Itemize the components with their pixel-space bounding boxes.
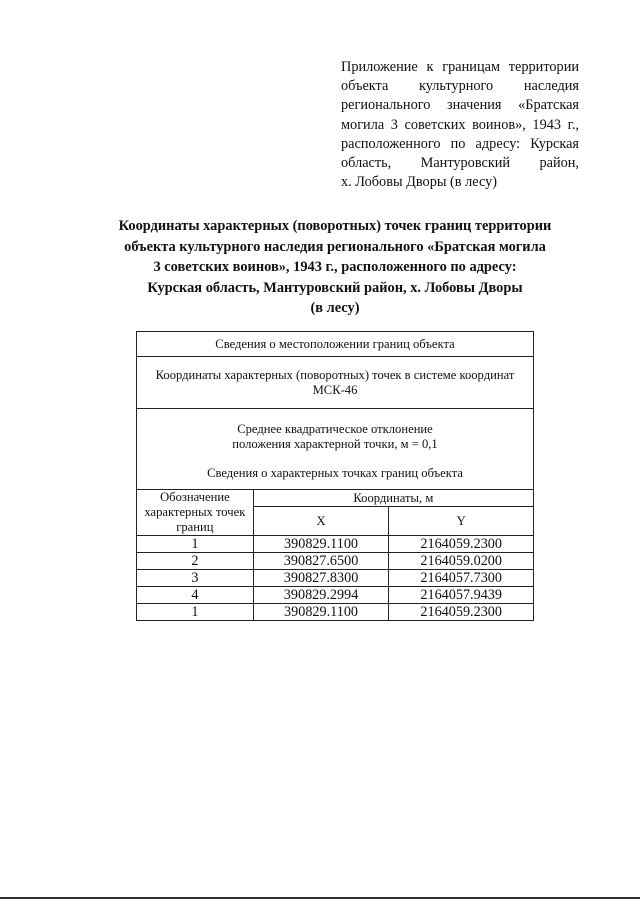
- appendix-note: [341, 58, 579, 192]
- document-title: [100, 216, 570, 319]
- x-cell: 390829.1100: [253, 604, 389, 621]
- table-row: [137, 604, 534, 621]
- title-line: объекта культурного наследия регионального «Братская могила: [124, 238, 546, 255]
- point-cell: 1: [137, 604, 254, 621]
- designation-header: Обозначение характерных точек границ: [137, 490, 254, 536]
- title-line: 3 советских воинов», 1943 г., расположенного по адресу:: [153, 259, 517, 275]
- appendix-line: область, Мантуровский район,: [341, 155, 579, 172]
- point-cell: 2: [137, 553, 254, 570]
- page-bottom-edge: [0, 897, 640, 899]
- table-row: [137, 570, 534, 587]
- point-cell: 1: [137, 536, 254, 553]
- appendix-line: объекта культурного наследия: [341, 78, 579, 95]
- table-row: [137, 587, 534, 604]
- title-line: Курская область, Мантуровский район, х. Лобовы Дворы: [147, 279, 523, 296]
- x-cell: 390829.1100: [253, 536, 389, 553]
- x-cell: 390829.2994: [253, 587, 389, 604]
- point-cell: 4: [137, 587, 254, 604]
- table-row: [137, 536, 534, 553]
- y-cell: 2164057.7300: [389, 570, 534, 587]
- table-header-row: [137, 490, 534, 507]
- x-cell: 390827.6500: [253, 553, 389, 570]
- y-cell: 2164059.0200: [389, 553, 534, 570]
- appendix-line: могила 3 советских воинов», 1943 г.,: [341, 116, 579, 133]
- table-row: [137, 553, 534, 570]
- coordinate-system-text: Координаты характерных (поворотных) точек в системе координат МСК-46: [155, 367, 515, 397]
- y-header: Y: [389, 507, 534, 536]
- table-row: [137, 409, 534, 490]
- appendix-line: расположенного по адресу: Курская: [341, 135, 579, 152]
- y-cell: 2164057.9439: [389, 587, 534, 604]
- table-row: [137, 332, 534, 357]
- appendix-line: регионального значения «Братская: [341, 97, 579, 114]
- coordinates-table: [136, 331, 534, 621]
- coordinate-system-cell: [137, 357, 534, 409]
- appendix-line: Приложение к границам территории: [341, 59, 579, 75]
- accuracy-cell: [137, 409, 534, 490]
- x-header: X: [253, 507, 389, 536]
- rmse-line: Среднее квадратическое отклонение: [237, 421, 433, 436]
- y-cell: 2164059.2300: [389, 604, 534, 621]
- points-info-text: Сведения о характерных точках границ объекта: [207, 465, 463, 480]
- rmse-line: положения характерной точки, м = 0,1: [232, 436, 438, 451]
- y-cell: 2164059.2300: [389, 536, 534, 553]
- appendix-line: х. Лобовы Дворы (в лесу): [341, 174, 498, 191]
- table-row: [137, 357, 534, 409]
- coordinates-header: Координаты, м: [253, 490, 533, 507]
- x-cell: 390827.8300: [253, 570, 389, 587]
- title-line: (в лесу): [310, 300, 360, 316]
- title-line: Координаты характерных (поворотных) точек границ территории: [118, 218, 552, 234]
- location-info-cell: Сведения о местоположении границ объекта: [137, 332, 534, 357]
- point-cell: 3: [137, 570, 254, 587]
